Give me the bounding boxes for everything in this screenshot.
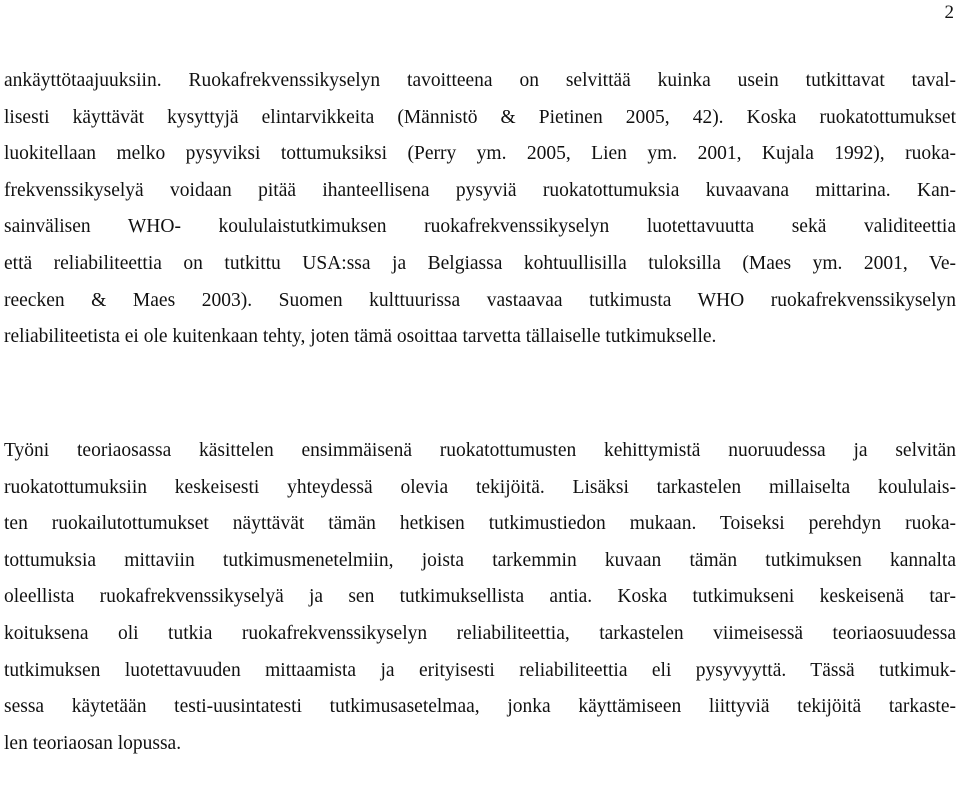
paragraph-1 (4, 63, 956, 356)
text-line: että reliabiliteettia on tutkittu USA:ssa ja Belgiassa kohtuullisilla tuloksilla (Maes ym. 2001, Ve- (4, 252, 956, 274)
text-line: Työni teoriaosassa käsittelen ensimmäisenä ruokatottumusten kehittymistä nuoruudessa ja selvitän (4, 440, 956, 461)
text-line: tottumuksia mittaviin tutkimusmenetelmiin, joista tarkemmin kuvaan tämän tutkimuksen kannalta (4, 549, 956, 571)
text-line: frekvenssikyselyä voidaan pitää ihanteellisena pysyviä ruokatottumuksia kuvaavana mittarina. Kan- (4, 179, 956, 201)
text-line: reliabiliteetista ei ole kuitenkaan tehty, joten tämä osoittaa tarvetta tällaiselle tutkimukselle. (4, 326, 717, 348)
text-line: ten ruokailutottumukset näyttävät tämän hetkisen tutkimustiedon mukaan. Toiseksi perehdyn ruoka- (4, 513, 956, 535)
text-line: tutkimuksen luotettavuuden mittaamista ja erityisesti reliabiliteettia eli pysyvyyttä. Tässä tutkimuk- (4, 659, 956, 681)
text-line: oleellista ruokafrekvenssikyselyä ja sen tutkimuksellista antia. Koska tutkimukseni keskeisenä tar- (4, 586, 956, 608)
text-line: lisesti käyttävät kysyttyjä elintarvikkeita (Männistö & Pietinen 2005, 42). Koska ruokatottumukset (4, 106, 956, 128)
text-line: luokitellaan melko pysyviksi tottumuksiksi (Perry ym. 2005, Lien ym. 2001, Kujala 1992), ruoka- (4, 143, 956, 165)
paragraph-2 (4, 433, 956, 762)
text-line: koituksena oli tutkia ruokafrekvenssikyselyn reliabiliteettia, tarkastelen viimeisessä teoriaosuudessa (4, 622, 956, 644)
text-line: ruokatottumuksiin keskeisesti yhteydessä olevia tekijöitä. Lisäksi tarkastelen millaiselta koululais- (4, 476, 956, 498)
text-line: len teoriaosan lopussa. (4, 732, 182, 754)
text-line: reecken & Maes 2003). Suomen kulttuurissa vastaavaa tutkimusta WHO ruokafrekvenssikyselyn (4, 289, 956, 311)
page-number: 2 (944, 2, 954, 23)
text-line: ankäyttötaajuuksiin. Ruokafrekvenssikyselyn tavoitteena on selvittää kuinka usein tutkittavat taval- (4, 70, 956, 91)
text-line: sainvälisen WHO- koululaistutkimuksen ruokafrekvenssikyselyn luotettavuutta sekä validiteettia (4, 216, 956, 238)
text-line: sessa käytetään testi-uusintatesti tutkimusasetelmaa, jonka käyttämiseen liittyviä tekijöitä tarkaste- (4, 696, 956, 718)
